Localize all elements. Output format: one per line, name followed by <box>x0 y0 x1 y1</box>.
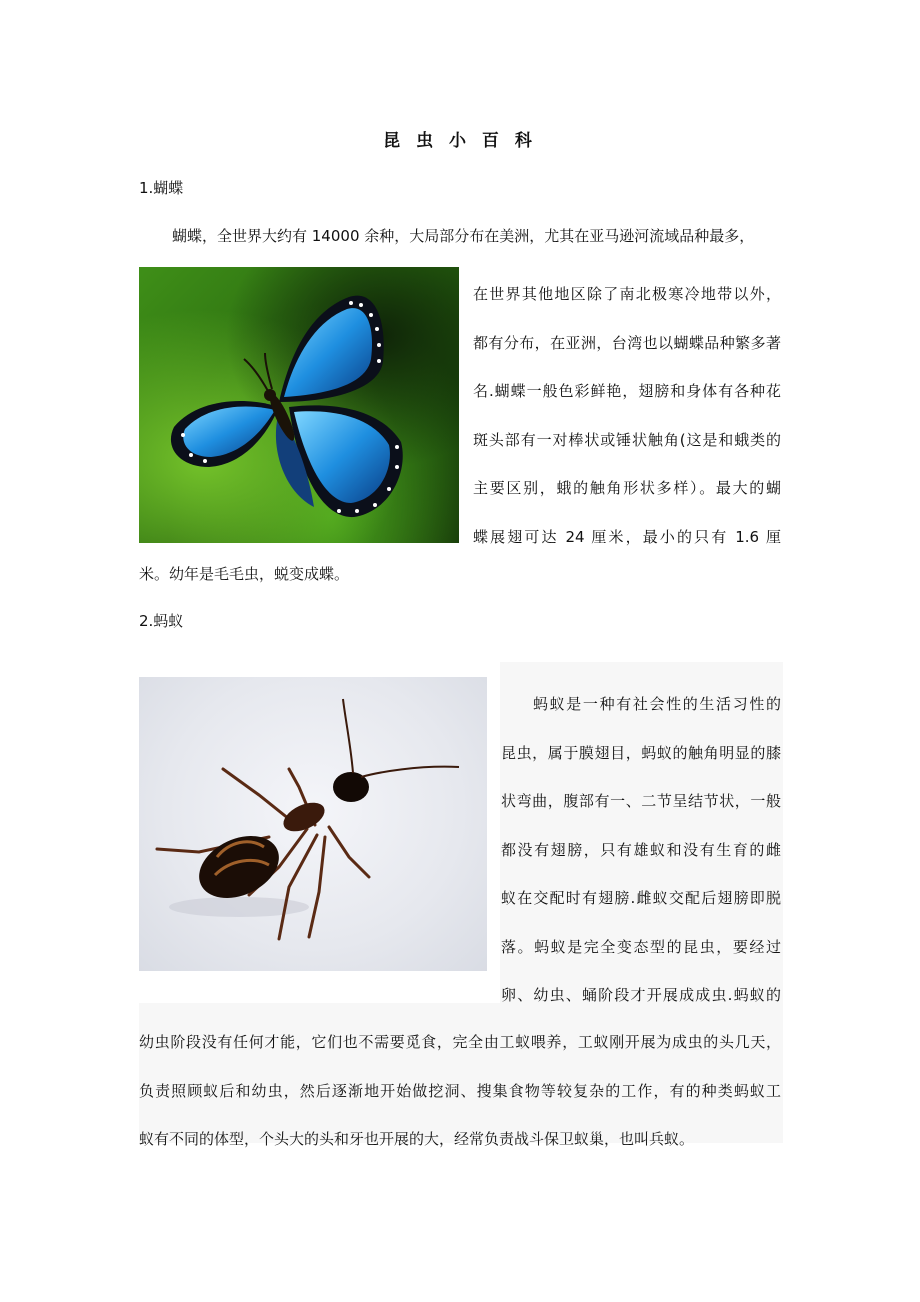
section-heading-ant: 2.蚂蚁 <box>139 612 184 630</box>
ant-paragraph-line: 昆虫，属于膜翅目，蚂蚁的触角明显的膝 <box>501 743 781 762</box>
ant-illustration <box>139 677 487 971</box>
ant-paragraph-line: 落。蚂蚁是完全变态型的昆虫，要经过 <box>501 937 781 956</box>
butterfly-image <box>139 267 459 543</box>
section-heading-butterfly: 1.蝴蝶 <box>139 179 184 197</box>
butterfly-paragraph-line: 蝴蝶，全世界大约有 14000 余种，大局部分布在美洲，尤其在亚马逊河流域品种最多， <box>172 227 755 245</box>
ant-paragraph-line: 卵、幼虫、蛹阶段才开展成成虫.蚂蚁的 <box>501 986 781 1004</box>
butterfly-paragraph-line: 主要区别，蛾的触角形状多样）。最大的蝴 <box>473 479 781 497</box>
butterfly-paragraph-line: 名.蝴蝶一般色彩鲜艳，翅膀和身体有各种花 <box>473 382 781 400</box>
butterfly-paragraph-line: 在世界其他地区除了南北极寒冷地带以外， <box>473 285 781 303</box>
ant-paragraph-line: 都没有翅膀，只有雄蚁和没有生育的雌 <box>501 840 781 859</box>
butterfly-paragraph-line: 都有分布，在亚洲，台湾也以蝴蝶品种繁多著 <box>473 333 781 352</box>
ant-paragraph-line: 幼虫阶段没有任何才能，它们也不需要觅食，完全由工蚁喂养，工蚁刚开展为成虫的头几天， <box>139 1033 781 1051</box>
butterfly-paragraph-line: 米。幼年是毛毛虫，蜕变成蝶。 <box>139 565 350 583</box>
ant-paragraph-line: 负责照顾蚁后和幼虫，然后逐渐地开始做挖洞、搜集食物等较复杂的工作，有的种类蚂蚁工 <box>139 1081 781 1100</box>
ant-paragraph-line: 蚁在交配时有翅膀.雌蚁交配后翅膀即脱 <box>501 889 781 907</box>
butterfly-illustration <box>139 267 459 543</box>
ant-paragraph-line: 状弯曲，腹部有一、二节呈结节状，一般 <box>501 792 781 810</box>
butterfly-paragraph-line: 蝶展翅可达 24 厘米，最小的只有 1.6 厘 <box>473 527 781 546</box>
ant-full-width-text <box>139 1018 781 1164</box>
ant-paragraph-line: 蚁有不同的体型，个头大的头和牙也开展的大，经常负责战斗保卫蚁巢，也叫兵蚁。 <box>139 1130 695 1148</box>
butterfly-wrapped-text <box>473 270 781 561</box>
butterfly-paragraph-line: 斑头部有一对棒状或锤状触角(这是和蛾类的 <box>473 430 781 449</box>
ant-image <box>139 677 487 971</box>
document-title: 昆 虫 小 百 科 <box>383 131 537 151</box>
ant-paragraph-line: 蚂蚁是一种有社会性的生活习性的 <box>533 695 781 713</box>
ant-wrapped-text <box>501 680 781 1020</box>
